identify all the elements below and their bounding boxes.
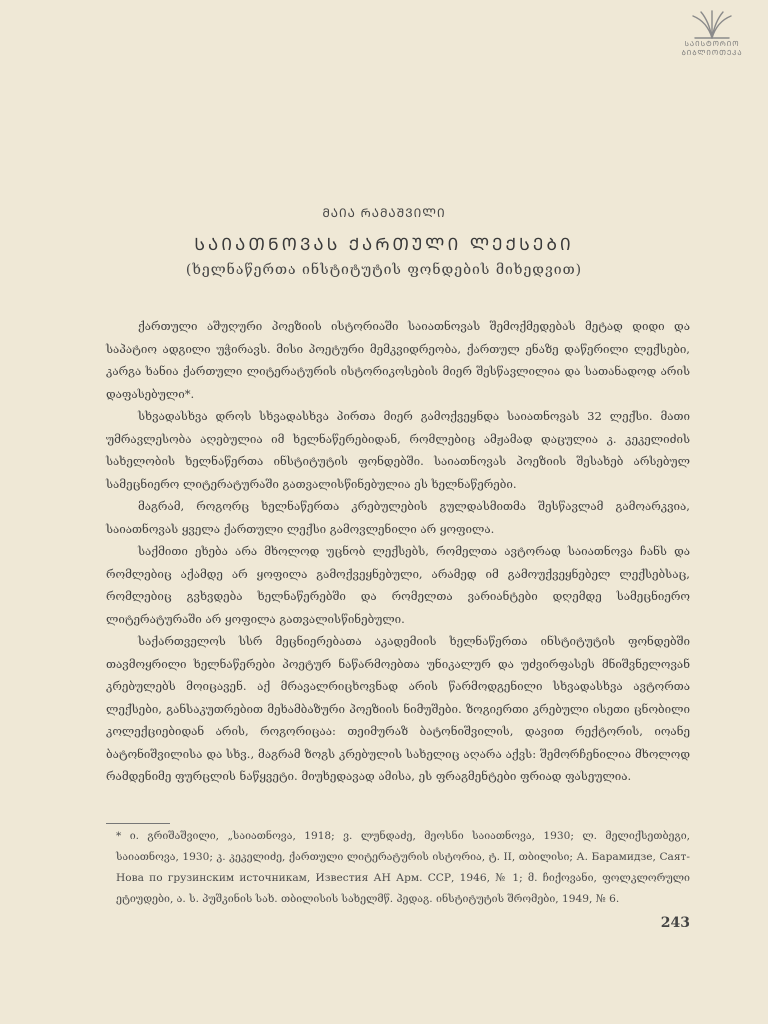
library-emblem-icon <box>689 10 735 40</box>
body-paragraph: საქართველოს სსრ მეცნიერებათა აკადემიის ხელნაწერთა ინსტიტუტის ფონდებში თავმოყრილი ხელნაწერები პოეტურ ნაწარმოებთა უნიკალურ და უძვირფასეს მნიშვნელოვან კრებულებს მოიცავენ. აქ მრავალრიცხოვნად არის წარმოდგენილი სხვადასხვა ავტორთა ლექსები, განსაკუთრებით მეხამბაზური პოეზიის ნიმუშები. ზოგიერთი კრებული ისეთი ცნობილი კოლექციებიდან არის, როგორიცაა: თეიმურაზ ბატონიშვილის, დავით რექტორის, იოანე ბატონიშვილისა და სხვ., მაგრამ ზოგს კრებულის სახელიც აღარა აქვს: შემორჩენილია მხოლოდ რამდენიმე ფურცლის ნაწყვეტი. მიუხედავად ამისა, ეს ფრაგმენტები ფრიად ფასეულია. <box>106 634 690 783</box>
logo-line-1: ᲡᲐᲘᲡᲢᲝᲠᲘᲝ <box>684 40 740 48</box>
article-title: ᲡᲐᲘᲐᲗᲜᲝᲕᲐᲡ ᲥᲐᲠᲗᲣᲚᲘ ᲚᲔᲥᲡᲔᲑᲘ <box>194 235 574 255</box>
article-subtitle: (ხელნაწერთა ინსტიტუტის ფონდების მიხედვით) <box>185 262 583 278</box>
footnote: * ი. გრიშაშვილი, „საიათნოვა, 1918; ვ. ლუნდაძე, მეოსნი საიათნოვა, 1930; ლ. მელიქსეთბეგი, საიათნოვა, 1930; კ. კეკელიძე, ქართული ლიტერატურის ისტორია, ტ. II, თბილისი; А. Барамидзе, Саят-Нова по грузинским источникам, Известия АН Арм. ССР, 1946, № 1; მ. ჩიქოვანი, ფოლკლორული ეტიუდები, ა. ს. პუშკინის სახ. თბილისის სახელმწ. პედაგ. ინსტიტუტის შრომები, 1949, № 6. <box>116 830 690 905</box>
body-paragraph: ქართული აშუღური პოეზიის ისტორიაში საიათნოვას შემოქმედებას მეტად დიდი და საპატიო ადგილი უჭირავს. მისი პოეტური მემკვიდრეობა, ქართულ ენაზე დაწერილი ლექსები, კარგა ხანია ქართული ლიტერატურის ისტორიკოსების მიერ შესწავლილია და სათანადოდ არის დაფასებული*. <box>106 319 690 401</box>
page-number: 243 <box>660 915 690 931</box>
footnotes <box>116 826 690 910</box>
article-body <box>106 315 690 788</box>
body-paragraph: სხვადასხვა დროს სხვადასხვა პირთა მიერ გამოქვეყნდა საიათნოვას 32 ლექსი. მათი უმრავლესობა აღებულია იმ ხელნაწერებიდან, რომლებიც ამჟამად დაცულია კ. კეკელიძის სახელობის ხელნაწერთა ინსტიტუტის ფონდებში. საიათნოვას პოეზიის შესახებ არსებულ სამეცნიერო ლიტერატურაში გათვალისწინებულია ეს ხელნაწერები. <box>106 409 690 491</box>
body-paragraph: საქმითი ეხება არა მხოლოდ უცნობ ლექსებს, რომელთა ავტორად საიათნოვა ჩანს და რომლებიც აქამდე არ ყოფილა გამოქვეყნებული, არამედ იმ გამოუქვეყნებელ ლექსებსაც, რომლებიც გვხვდება ხელნაწერებში და რომელთა ვარიანტები დღემდე სამეცნიერო ლიტერატურაში არ ყოფილა გათვალისწინებული. <box>106 544 690 626</box>
article-author: ᲛᲐᲘᲐ ᲠᲐᲛᲐᲨᲕᲘᲚᲘ <box>322 206 446 220</box>
logo-line-2: ᲑᲘᲑᲚᲘᲝᲗᲔᲙᲐ <box>681 49 743 57</box>
library-logo <box>670 10 754 58</box>
footnote-divider <box>106 823 170 824</box>
body-paragraph: მაგრამ, როგორც ხელნაწერთა კრებულების გულდასმითმა შესწავლამ გამოარკვია, საიათნოვას ყველა ქართული ლექსი გამოვლენილი არ ყოფილა. <box>106 499 690 536</box>
